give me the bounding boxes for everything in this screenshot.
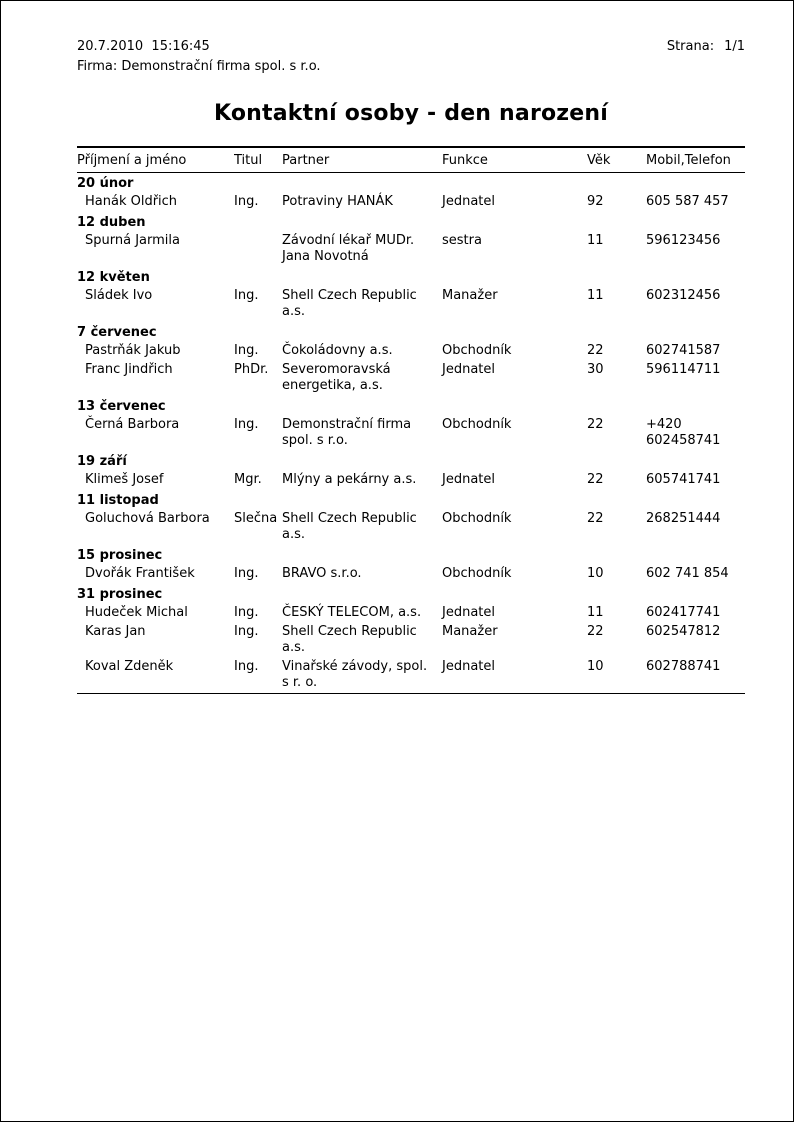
- cell-function: Obchodník: [442, 511, 512, 526]
- cell-title: Ing.: [234, 605, 259, 620]
- page-label: Strana:: [666, 39, 715, 54]
- cell-age: 22: [587, 343, 604, 358]
- column-header-4: Věk: [587, 147, 646, 173]
- report-header-right: [667, 37, 745, 57]
- table-header: [77, 147, 745, 173]
- cell-age: 22: [587, 472, 604, 487]
- cell-partner: Čokoládovny a.s.: [282, 343, 393, 358]
- cell-function: Manažer: [442, 288, 498, 303]
- group-row: [77, 584, 745, 604]
- cell-function: Jednatel: [442, 659, 495, 674]
- group-row: [77, 173, 745, 194]
- group-header-label: 7 červenec: [77, 325, 157, 340]
- cell-age: 22: [587, 417, 604, 432]
- group-row: [77, 267, 745, 287]
- cell-name: Koval Zdeněk: [85, 659, 174, 674]
- table-row: [77, 471, 745, 490]
- cell-phone: 605 587 457: [646, 194, 729, 209]
- report-content: [1, 1, 793, 694]
- cell-name: Goluchová Barbora: [85, 511, 210, 526]
- cell-name: Dvořák František: [85, 566, 195, 581]
- table-row: [77, 604, 745, 623]
- cell-partner: Vinařské závody, spol. s r. o.: [282, 659, 428, 690]
- cell-age: 30: [587, 362, 604, 377]
- cell-name: Pastrňák Jakub: [85, 343, 181, 358]
- column-header-2: Partner: [282, 147, 442, 173]
- cell-partner: Shell Czech Republic a.s.: [282, 511, 417, 542]
- table-row: [77, 658, 745, 694]
- group-header-label: 31 prosinec: [77, 587, 163, 602]
- cell-partner: Severomoravská energetika, a.s.: [282, 362, 391, 393]
- cell-age: 11: [587, 288, 604, 303]
- group-row: [77, 212, 745, 232]
- cell-phone: 602547812: [646, 624, 721, 639]
- group-row: [77, 451, 745, 471]
- cell-function: sestra: [442, 233, 482, 248]
- column-header-3: Funkce: [442, 147, 587, 173]
- column-header-5: Mobil,Telefon: [646, 147, 745, 173]
- table-header-row: [77, 147, 745, 173]
- table-row: [77, 232, 745, 267]
- table-row: [77, 565, 745, 584]
- group-header-label: 13 červenec: [77, 399, 166, 414]
- table-row: [77, 287, 745, 322]
- cell-name: Franc Jindřich: [85, 362, 173, 377]
- group-header-label: 11 listopad: [77, 493, 159, 508]
- cell-phone: 602788741: [646, 659, 721, 674]
- cell-name: Klimeš Josef: [85, 472, 164, 487]
- table-row: [77, 361, 745, 396]
- report-datetime: 20.7.2010 15:16:45: [77, 39, 210, 54]
- cell-title: [234, 232, 282, 267]
- cell-age: 11: [587, 233, 604, 248]
- cell-age: 22: [587, 624, 604, 639]
- cell-function: Jednatel: [442, 362, 495, 377]
- cell-name: Hanák Oldřich: [85, 194, 178, 209]
- cell-name: Karas Jan: [85, 624, 146, 639]
- cell-partner: Shell Czech Republic a.s.: [282, 288, 417, 319]
- contacts-table: [77, 146, 745, 694]
- cell-phone: +420 602458741: [646, 417, 721, 448]
- table-row: [77, 510, 745, 545]
- group-row: [77, 322, 745, 342]
- cell-function: Obchodník: [442, 343, 512, 358]
- cell-title: Ing.: [234, 624, 259, 639]
- page-number: 1/1: [724, 39, 745, 54]
- group-header-label: 20 únor: [77, 176, 134, 191]
- cell-function: Manažer: [442, 624, 498, 639]
- cell-phone: 602 741 854: [646, 566, 729, 581]
- table-row: [77, 416, 745, 451]
- report-title: Kontaktní osoby - den narození: [213, 101, 609, 126]
- cell-age: 92: [587, 194, 604, 209]
- cell-partner: Potraviny HANÁK: [282, 194, 393, 209]
- cell-function: Jednatel: [442, 605, 495, 620]
- group-row: [77, 490, 745, 510]
- cell-phone: 602417741: [646, 605, 721, 620]
- cell-title: Ing.: [234, 343, 259, 358]
- cell-function: Jednatel: [442, 194, 495, 209]
- cell-phone: 596114711: [646, 362, 721, 377]
- cell-name: Černá Barbora: [85, 417, 180, 432]
- cell-phone: 605741741: [646, 472, 721, 487]
- cell-title: PhDr.: [234, 362, 269, 377]
- table-row: [77, 342, 745, 361]
- cell-phone: 602312456: [646, 288, 721, 303]
- cell-partner: Shell Czech Republic a.s.: [282, 624, 417, 655]
- cell-title: Ing.: [234, 417, 259, 432]
- table-body: [77, 173, 745, 694]
- group-header-label: 12 květen: [77, 270, 150, 285]
- cell-phone: 268251444: [646, 511, 721, 526]
- cell-partner: Demonstrační firma spol. s r.o.: [282, 417, 412, 448]
- group-row: [77, 545, 745, 565]
- table-row: [77, 193, 745, 212]
- cell-age: 11: [587, 605, 604, 620]
- cell-title: Ing.: [234, 659, 259, 674]
- cell-age: 10: [587, 566, 604, 581]
- column-header-0: Příjmení a jméno: [77, 147, 234, 173]
- group-header-label: 19 září: [77, 454, 127, 469]
- cell-name: Spurná Jarmila: [85, 233, 180, 248]
- group-row: [77, 396, 745, 416]
- cell-age: 22: [587, 511, 604, 526]
- report-header: [77, 37, 745, 77]
- cell-name: Sládek Ivo: [85, 288, 153, 303]
- cell-function: Obchodník: [442, 566, 512, 581]
- table-row: [77, 623, 745, 658]
- cell-age: 10: [587, 659, 604, 674]
- cell-title: Ing.: [234, 194, 259, 209]
- cell-name: Hudeček Michal: [85, 605, 188, 620]
- cell-title: Ing.: [234, 566, 259, 581]
- cell-title: Slečna: [234, 511, 278, 526]
- cell-phone: 602741587: [646, 343, 721, 358]
- group-header-label: 15 prosinec: [77, 548, 163, 563]
- cell-phone: 596123456: [646, 233, 721, 248]
- cell-partner: Závodní lékař MUDr. Jana Novotná: [282, 233, 415, 264]
- group-header-label: 12 duben: [77, 215, 146, 230]
- cell-partner: BRAVO s.r.o.: [282, 566, 362, 581]
- cell-partner: ČESKÝ TELECOM, a.s.: [282, 605, 422, 620]
- cell-function: Obchodník: [442, 417, 512, 432]
- report-company: Firma: Demonstrační firma spol. s r.o.: [77, 59, 321, 74]
- cell-title: Mgr.: [234, 472, 262, 487]
- report-header-left: [77, 37, 321, 77]
- cell-function: Jednatel: [442, 472, 495, 487]
- column-header-1: Titul: [234, 147, 282, 173]
- cell-partner: Mlýny a pekárny a.s.: [282, 472, 417, 487]
- cell-title: Ing.: [234, 288, 259, 303]
